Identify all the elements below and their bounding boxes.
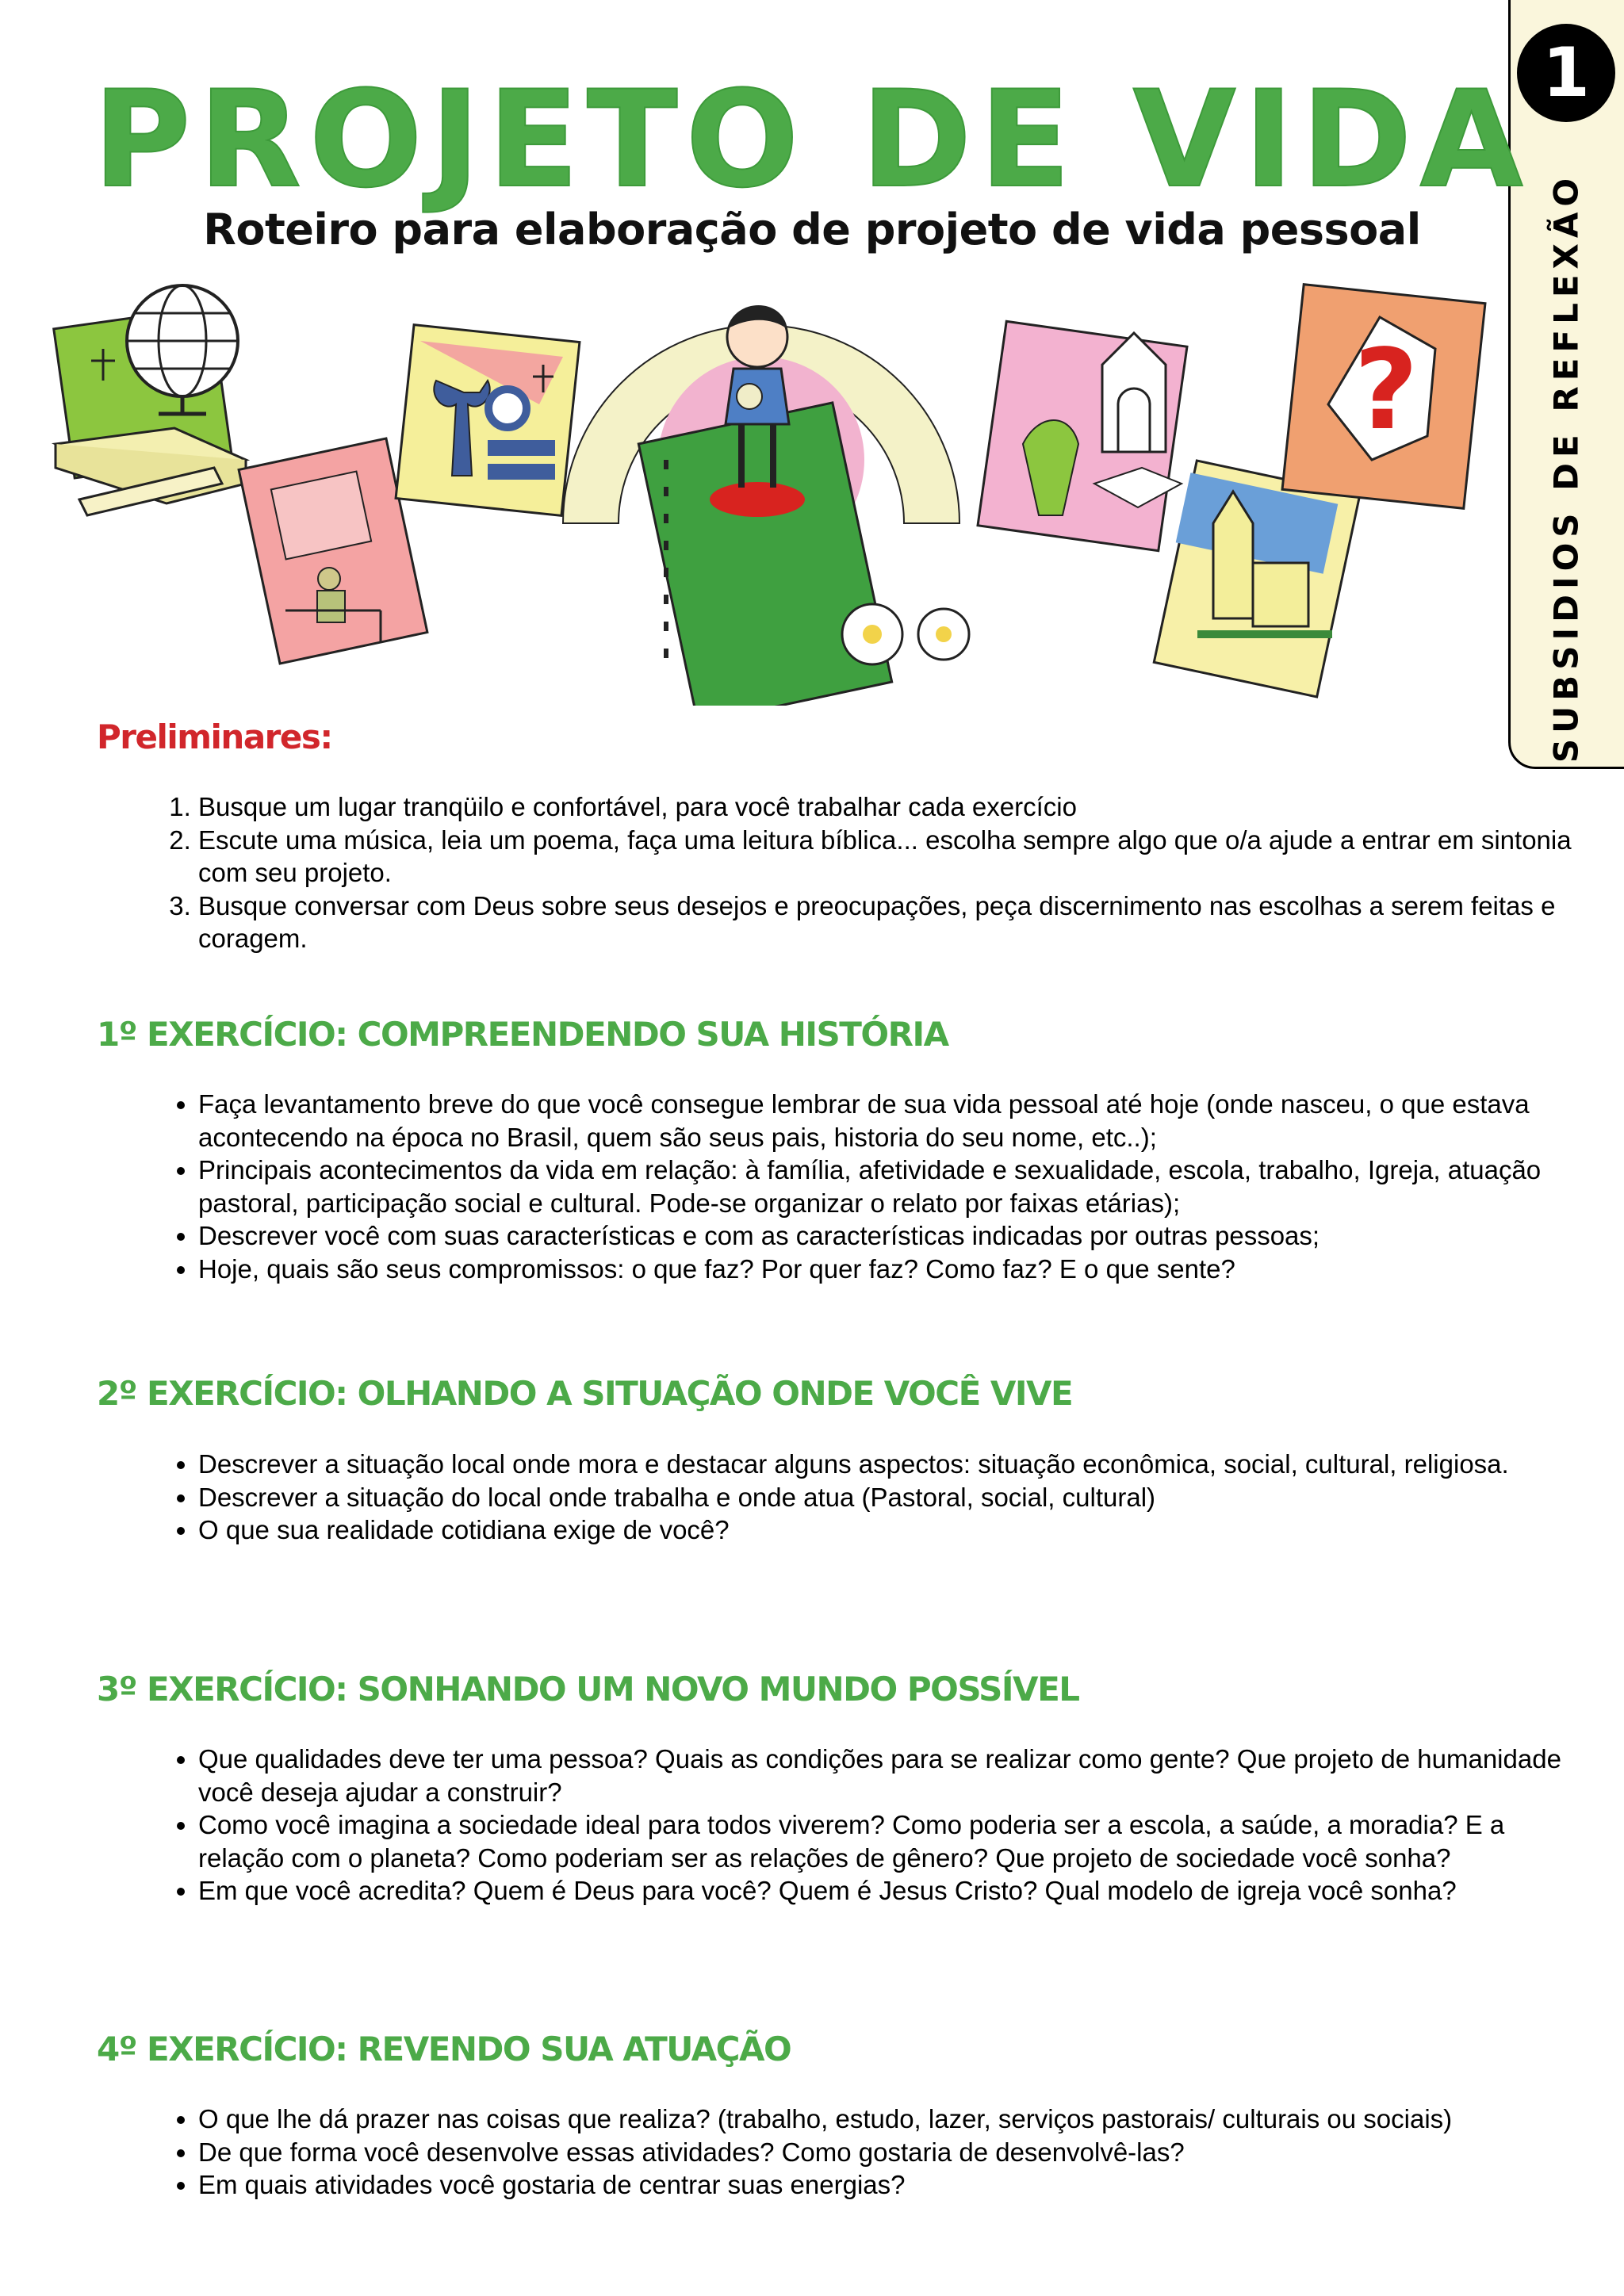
village-church-card-icon bbox=[1154, 461, 1359, 697]
list-item: • Hoje, quais são seus compromissos: o que faz? Por quer faz? Como faz? E o que sente? bbox=[198, 1253, 1594, 1286]
tab-number-badge: 1 bbox=[1517, 24, 1615, 122]
tools-card-icon bbox=[396, 325, 580, 516]
list-item: 2. Escute uma música, leia um poema, faça uma leitura bíblica... escolha sempre algo que o/a ajude a entrar em sintonia com seu projeto. bbox=[198, 824, 1594, 890]
list-item: • Em quais atividades você gostaria de centrar suas energias? bbox=[198, 2168, 1594, 2202]
preliminares-heading: Preliminares: bbox=[97, 718, 332, 756]
list-item: 3. Busque conversar com Deus sobre seus desejos e preocupações, peça discernimento nas escolhas a serem feitas e coragem. bbox=[198, 890, 1594, 955]
header-illustration bbox=[48, 262, 1507, 706]
list-item: 1. Busque um lugar tranqüilo e confortável, para você trabalhar cada exercício bbox=[198, 790, 1594, 824]
exercicio-4-heading: 4º EXERCÍCIO: REVENDO SUA ATUAÇÃO bbox=[97, 2030, 791, 2068]
list-item: • Como você imagina a sociedade ideal para todos viverem? Como poderia ser a escola, a saúde, a moradia? E a relação com o planeta? Como poderiam ser as relações de gênero? Que projeto de sociedade você sonha? bbox=[198, 1808, 1594, 1874]
exercicio-1-heading: 1º EXERCÍCIO: COMPREENDENDO SUA HISTÓRIA bbox=[97, 1015, 948, 1054]
list-item: • O que lhe dá prazer nas coisas que realiza? (trabalho, estudo, lazer, serviços pastorais/ culturais ou sociais) bbox=[198, 2103, 1594, 2136]
list-item: • Que qualidades deve ter uma pessoa? Quais as condições para se realizar como gente? Que projeto de humanidade você deseja ajudar a construir? bbox=[198, 1743, 1594, 1808]
list-item: • Em que você acredita? Quem é Deus para você? Quem é Jesus Cristo? Qual modelo de igreja você sonha? bbox=[198, 1874, 1594, 1908]
question-mark-text: ? bbox=[1354, 326, 1419, 455]
question-mark-card-icon bbox=[1282, 285, 1485, 509]
list-item: • O que sua realidade cotidiana exige de você? bbox=[198, 1513, 1594, 1547]
page-subtitle: Roteiro para elaboração de projeto de vida pessoal bbox=[203, 205, 1421, 254]
exercicio-4-list bbox=[143, 2103, 1594, 2202]
list-item: • Principais acontecimentos da vida em relação: à família, afetividade e sexualidade, escola, trabalho, Igreja, atuação pastoral, participação social e cultural. Pode-se organizar o relato por faixas etárias); bbox=[198, 1154, 1594, 1219]
list-item: • Faça levantamento breve do que você consegue lembrar de sua vida pessoal até hoje (onde nasceu, o que estava acontecendo na época no Brasil, quem são seus pais, historia do seu nome, etc..); bbox=[198, 1088, 1594, 1154]
list-item: • Descrever a situação do local onde trabalha e onde atua (Pastoral, social, cultural) bbox=[198, 1481, 1594, 1514]
exercicio-1-list bbox=[143, 1088, 1594, 1285]
tab-label: SUBSIDIOS DE REFLEXÃO bbox=[1546, 172, 1586, 763]
preliminares-list bbox=[143, 790, 1594, 955]
list-item: • Descrever você com suas características e com as características indicadas por outras pessoas; bbox=[198, 1219, 1594, 1253]
list-item: • Descrever a situação local onde mora e destacar alguns aspectos: situação econômica, social, cultural, religiosa. bbox=[198, 1448, 1594, 1481]
exercicio-3-list bbox=[143, 1743, 1594, 1908]
exercicio-3-heading: 3º EXERCÍCIO: SONHANDO UM NOVO MUNDO POSSÍVEL bbox=[97, 1670, 1079, 1709]
music-church-card-icon bbox=[978, 321, 1187, 550]
book-globe-icon bbox=[54, 285, 246, 515]
exercicio-2-heading: 2º EXERCÍCIO: OLHANDO A SITUAÇÃO ONDE VOCÊ VIVE bbox=[97, 1374, 1073, 1413]
list-item: • De que forma você desenvolve essas atividades? Como gostaria de desenvolvê-las? bbox=[198, 2136, 1594, 2169]
exercicio-2-list bbox=[143, 1448, 1594, 1547]
page-title: PROJETO DE VIDA bbox=[93, 62, 1531, 217]
